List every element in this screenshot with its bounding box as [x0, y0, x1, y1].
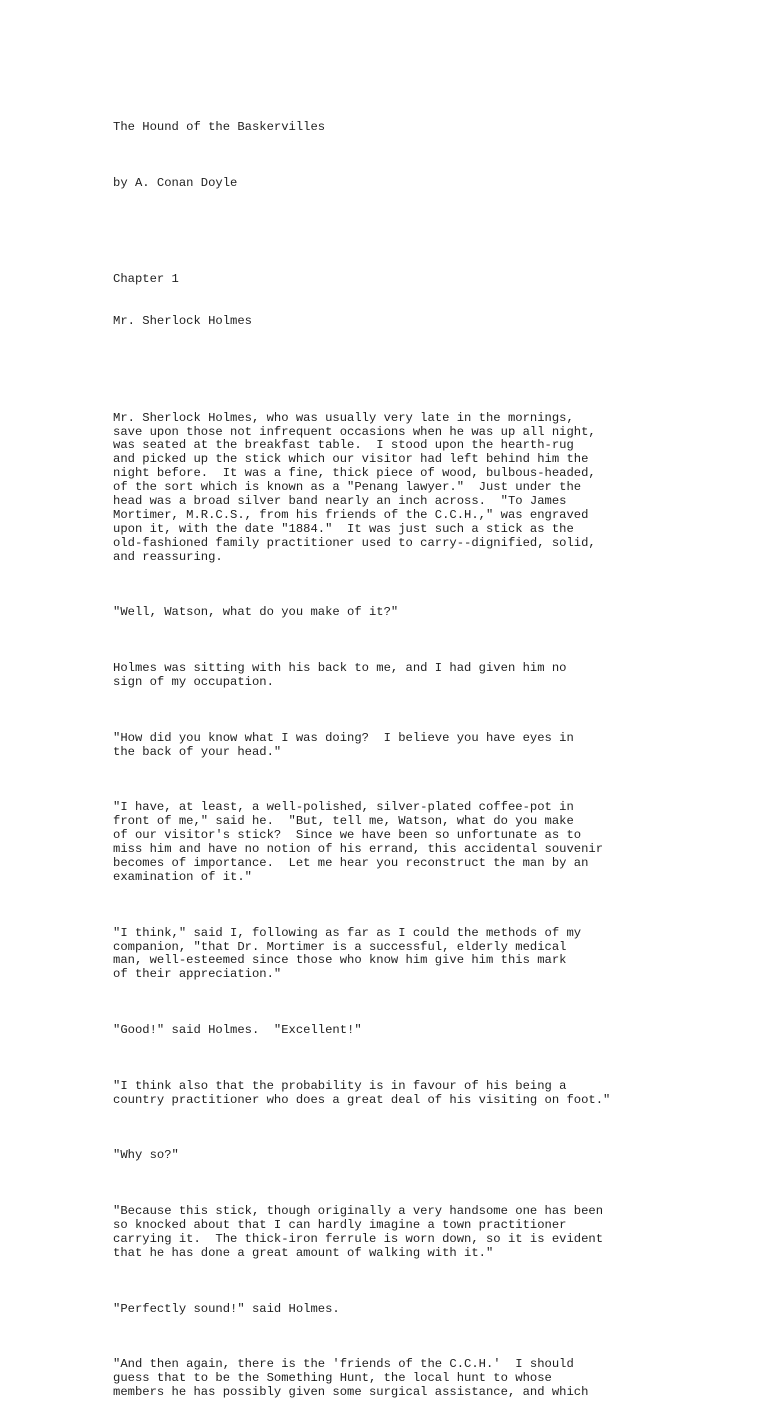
book-title: The Hound of the Baskervilles [113, 119, 326, 134]
paragraph: "Why so?" [113, 1148, 179, 1163]
paragraph: "Perfectly sound!" said Holmes. [113, 1301, 340, 1316]
paragraph: Holmes was sitting with his back to me, and I had given him no sign of my occupation. [113, 661, 567, 689]
paragraph: "Good!" said Holmes. "Excellent!" [113, 1023, 362, 1038]
paragraph: "Because this stick, though originally a very handsome one has been so knocked about that I can hardly imagine a town practitioner carrying it. The thick-iron ferrule is worn down, so it is evident that he has done a great amount of walking with it." [113, 1204, 604, 1260]
paragraph: Mr. Sherlock Holmes, who was usually very late in the mornings, save upon those not infrequent occasions when he was up all night, was seated at the breakfast table. I stood upon the hearth-rug and picked up the stick which our visitor had left behind him the night before. It was a fine, thick piece of wood, bulbous-headed, of the sort which is known as a "Penang lawyer." Just under the head was a broad silver band nearly an inch across. "To James Mortimer, M.R.C.S., from his friends of the C.C.H.," was engraved upon it, with the date "1884." It was just such a stick as the old-fashioned family practitioner used to carry--dignified, solid, and reassuring. [113, 410, 596, 564]
book-author: by A. Conan Doyle [113, 175, 238, 190]
paragraph: "I think also that the probability is in favour of his being a country practitioner who does a great deal of his visiting on foot." [113, 1078, 611, 1107]
paragraph: "I think," said I, following as far as I could the methods of my companion, "that Dr. Mortimer is a successful, elderly medical man, well-esteemed since those who know him give him this mark of their appreciation." [113, 925, 582, 982]
chapter-title: Mr. Sherlock Holmes [113, 313, 252, 328]
paragraph: "I have, at least, a well-polished, silver-plated coffee-pot in front of me," said he. "But, tell me, Watson, what do you make of our visitor's stick? Since we have been so unfortunate as to miss him and have no notion of his errand, this accidental souvenir becomes of importance. Let me hear you reconstruct the man by an examination of it." [113, 800, 604, 884]
paragraph: "Well, Watson, what do you make of it?" [113, 605, 399, 620]
chapter-number: Chapter 1 [113, 272, 179, 287]
document-page [113, 90, 733, 1414]
paragraph: "And then again, there is the 'friends of the C.C.H.' I should guess that to be the Something Hunt, the local hunt to whose members he has possibly given some surgical assistance, and which [113, 1357, 589, 1400]
paragraph: "How did you know what I was doing? I believe you have eyes in the back of your head." [113, 730, 574, 759]
